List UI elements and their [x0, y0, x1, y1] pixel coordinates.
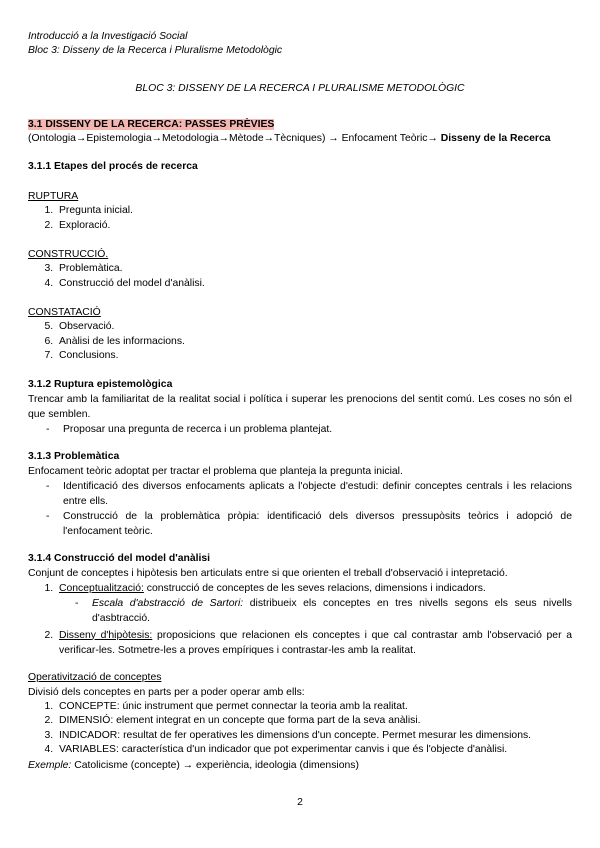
- stage-constatacio: CONSTATACIÓ: [28, 307, 101, 318]
- example-label: Exemple:: [28, 759, 72, 771]
- term-conceptualitzacio: Conceptualització:: [59, 582, 144, 594]
- ruptura-bullets: [28, 422, 572, 437]
- document-page: [28, 30, 572, 773]
- list-item: - Proposar una pregunta de recerca i un problema plantejat.: [42, 422, 572, 437]
- list-item: 3. INDICADOR: resultat de fer operatives les dimensions d'un concepte. Permet mesurar les dimensions.: [56, 729, 572, 744]
- list-item: 4. Construcció del model d'anàlisi.: [56, 277, 572, 292]
- term-text: construcció de conceptes de les seves relacions, dimensions i indicadors.: [143, 582, 486, 594]
- list-item: - Identificació des diversos enfocaments aplicats a l'objecte d'estudi: definir conceptes centrals i les relacions entre ells.: [42, 479, 572, 509]
- constatacio-list: [28, 320, 572, 364]
- chain-text: (Ontologia→Epistemologia→Metodologia→Mètode→Tècniques) → Enfocament Teòric→: [28, 133, 441, 144]
- operativitzacio-list: [28, 700, 572, 758]
- problematica-paragraph: Enfocament teòric adoptat per tractar el problema que planteja la pregunta inicial.: [28, 465, 403, 477]
- term-sartori: Escala d'abstracció de Sartori:: [92, 597, 244, 609]
- chain-bold: Disseny de la Recerca: [440, 133, 551, 144]
- heading-3-1-2: 3.1.2 Ruptura epistemològica: [28, 378, 173, 390]
- list-item: [71, 596, 572, 626]
- list-item: [56, 628, 572, 658]
- list-item: 2. Exploració.: [56, 219, 572, 234]
- stage-ruptura: RUPTURA: [28, 191, 79, 202]
- operativitzacio-heading: Operativització de conceptes: [28, 671, 162, 683]
- stage-construccio: CONSTRUCCIÓ.: [28, 249, 109, 260]
- sartori-bullets: [59, 596, 572, 626]
- header-course: Introducció a la Investigació Social: [28, 31, 188, 42]
- heading-3-1-4: 3.1.4 Construcció del model d'anàlisi: [28, 552, 211, 564]
- term-text: distribueix els conceptes en tres nivells segons els seus nivells d'asbtracció.: [92, 597, 572, 624]
- list-item: 7. Conclusions.: [56, 349, 572, 364]
- heading-3-1-3: 3.1.3 Problemàtica: [28, 450, 120, 462]
- problematica-bullets: [28, 479, 572, 539]
- bloc-title: BLOC 3: DISSENY DE LA RECERCA I PLURALISME METODOLÒGIC: [135, 83, 465, 94]
- list-item: 5. Observació.: [56, 320, 572, 335]
- term-hipotesis: Disseny d'hipòtesis:: [59, 629, 153, 641]
- list-item: [56, 581, 572, 626]
- construccio-list: [28, 262, 572, 291]
- section-title: [28, 118, 572, 132]
- list-item: 1. CONCEPTE: únic instrument que permet connectar la teoria amb la realitat.: [56, 700, 572, 715]
- model-list: [28, 581, 572, 658]
- list-item: 1. Pregunta inicial.: [56, 204, 572, 219]
- model-paragraph: Conjunt de conceptes i hipòtesis ben articulats entre si que orienten el treball d'observació i intepretació.: [28, 567, 508, 579]
- term-text: proposicions que relacionen els conceptes i que cal contrastar amb l'observació per a verificar-les. Sotmetre-les a proves empíriques i contrastar-les amb la realitat.: [59, 629, 572, 656]
- list-item: 4. VARIABLES: característica d'un indicador que pot experimentar canvis i que és l'objecte d'anàlisi.: [56, 743, 572, 758]
- ruptura-paragraph: Trencar amb la familiaritat de la realitat social i política i superar les prenocions del sentit comú. Les coses no són el que semblen.: [28, 393, 572, 420]
- header-block: Bloc 3: Disseny de la Recerca i Pluralisme Metodològic: [28, 45, 283, 56]
- list-item: 3. Problemàtica.: [56, 262, 572, 277]
- operativitzacio-intro: Divisió dels conceptes en parts per a poder operar amb ells:: [28, 686, 305, 698]
- list-item: - Construcció de la problemàtica pròpia: identificació dels diversos pressupòsits teòrics i adopció de l'enfocament teòric.: [42, 509, 572, 539]
- page-number: 2: [297, 797, 303, 808]
- example-text: Catolicisme (concepte) → experiència, ideologia (dimensions): [71, 759, 359, 771]
- section-title-text: 3.1 DISSENY DE LA RECERCA: PASSES PRÈVIES: [28, 119, 275, 130]
- list-item: 6. Anàlisi de les informacions.: [56, 335, 572, 350]
- ruptura-list: [28, 204, 572, 233]
- method-chain: [28, 132, 572, 146]
- example-line: [28, 758, 572, 773]
- list-item: 2. DIMENSIÓ: element integrat en un concepte que forma part de la seva anàlisi.: [56, 714, 572, 729]
- heading-3-1-1: 3.1.1 Etapes del procés de recerca: [28, 161, 198, 172]
